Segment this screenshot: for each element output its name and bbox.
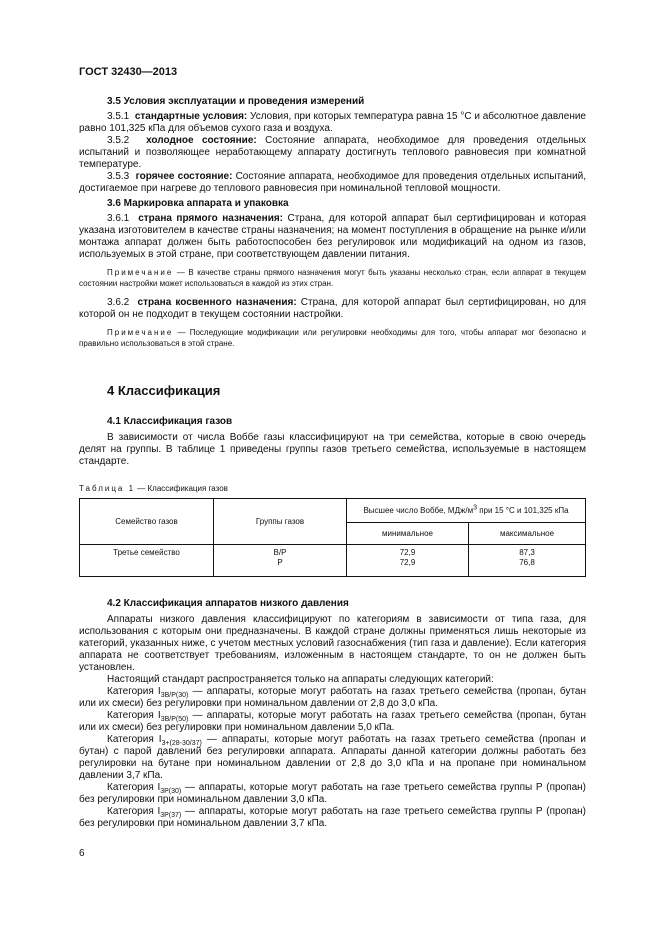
note-text: — В качестве страны прямого назначения могут быть указаны несколько стран, если аппарат в текущем состоянии настройки может использоваться в каждой из этих стран. (79, 268, 586, 288)
section-3-5-3-6 (79, 96, 586, 349)
section-4-title: 4 Классификация (107, 383, 221, 398)
category-word: Категория I (107, 686, 161, 697)
section-4-2-title: 4.2 Классификация аппаратов низкого давления (107, 598, 349, 609)
item-3-5-3 (79, 171, 586, 195)
table-1-caption (79, 484, 228, 493)
group-row-1: В/Р (273, 548, 287, 557)
section-4-2-para-1: Аппараты низкого давления классифицируют по категориям в зависимости от типа газа, для использования с которым они предназначены. В каждой стране должны применяться лишь некоторые из категорий, указанных ниже, с учетом местных условий газоснабжения (тип газа и давление). Если категория аппарата не соответствует требованиям, изложенным в настоящем стандарте, то он не должен быть установлен. (79, 614, 586, 673)
page-number: 6 (79, 848, 85, 859)
note-1 (79, 267, 586, 289)
header-groups: Группы газов (214, 499, 347, 545)
caption-label: Таблица 1 (79, 484, 136, 493)
category-code: 3В/Р(30) (160, 692, 189, 699)
definition: Условия, при которых температура равна 15 °С и абсолютное давление равно 101,325 кПа для объемов сухого газа и воздуха. (79, 111, 586, 134)
category-code: 3Р(37) (160, 812, 182, 819)
note-2 (79, 327, 586, 349)
term: страна косвенного назначения: (137, 297, 297, 308)
category-text: — аппараты, которые могут работать на газе третьего семейства группы Р (пропан) без регулировки при номинальном давлении 3,0 кПа. (79, 782, 586, 805)
section-4-1-text: В зависимости от числа Воббе газы классифицируют на три семейства, которые в свою очередь делят на группы. В таблице 1 приведены группы газов третьего семейства, используемые в настоящем стандарте. (79, 432, 586, 467)
item-number: 3.5.2 (107, 135, 130, 146)
category-2 (79, 710, 586, 734)
item-number: 3.6.2 (107, 297, 130, 308)
term: страна прямого назначения: (138, 213, 284, 224)
category-text: — аппараты, которые могут работать на газах третьего семейства (пропан, бутан или их смеси) без регулировки при номинальном давлении от 2,8 до 3,0 кПа. (79, 686, 586, 709)
cell-max (469, 545, 586, 577)
wobbe-unit-sup: 3 (473, 504, 477, 512)
category-code: 3+(28-30/37) (161, 740, 202, 747)
item-number: 3.5.3 (107, 171, 130, 182)
max-row-2: 76,8 (519, 558, 535, 567)
min-row-2: 72,9 (399, 558, 416, 567)
category-4 (79, 782, 586, 806)
max-row-1: 87,3 (519, 548, 535, 557)
item-number: 3.5.1 (107, 111, 130, 122)
header-family: Семейство газов (80, 499, 214, 545)
note-label: Примечание (107, 328, 174, 337)
section-3-5-title: 3.5 Условия эксплуатации и проведения измерений (107, 96, 365, 107)
definition: Состояние аппарата, необходимое для проведения отдельных испытаний, достигаемое при нагреве до теплового равновесия при номинальной тепловой мощности. (79, 171, 587, 194)
header-max: максимальное (469, 523, 586, 545)
definition: Страна, для которой аппарат был сертифицирован и которая указана изготовителем в качестве страны назначения; на момент поступления в обращение на рынке и/или монтажа аппарат должен быть работоспособен без регулировок или модификаций на одном из газов, используемых в этой стране, при соответствующем давлении питания. (79, 213, 586, 260)
category-1 (79, 686, 586, 710)
term: стандартные условия: (134, 111, 248, 122)
table-1 (79, 498, 586, 577)
category-word: Категория I (107, 782, 161, 793)
section-4-1-title: 4.1 Классификация газов (107, 416, 233, 427)
category-text: — аппараты, которые могут работать на газах третьего семейства (пропан и бутан) с парой давлений без регулировки аппарата. Аппараты данной категории должны работать без регулировки на бутане при номинальном давлении от 2,8 до 3,0 кПа и на пропане при номинальном давлении 3,7 кПа. (79, 734, 586, 781)
header-min: минимальное (347, 523, 469, 545)
category-word: Категория I (107, 806, 161, 817)
cell-groups (214, 545, 347, 577)
cell-min (347, 545, 469, 577)
group-row-2: Р (277, 558, 283, 567)
category-word: Категория I (107, 710, 161, 721)
item-3-6-1 (79, 213, 586, 261)
category-word: Категория I (107, 734, 162, 745)
min-row-1: 72,9 (399, 548, 416, 557)
category-5 (79, 806, 586, 830)
note-label: Примечание (107, 268, 174, 277)
item-3-5-2 (79, 135, 586, 171)
caption-text: — Классификация газов (135, 484, 228, 493)
section-3-6-title: 3.6 Маркировка аппарата и упаковка (107, 198, 289, 209)
document-header: ГОСТ 32430—2013 (79, 66, 178, 78)
section-4-2 (79, 598, 586, 830)
section-4-1 (79, 416, 586, 468)
category-code: 3В/Р(50) (160, 716, 189, 723)
category-text: — аппараты, которые могут работать на газах третьего семейства (пропан, бутан или их смеси) без регулировки при номинальном давлении 5,0 кПа. (79, 710, 586, 733)
category-3 (79, 734, 586, 782)
wobbe-label: Высшее число Воббе, МДж/м (363, 506, 474, 515)
term: холодное состояние: (146, 135, 257, 146)
definition: Состояние аппарата, необходимое для проведения отдельных испытаний и позволяющее неработающему аппарату достигнуть теплового равновесия при комнатной температуре. (79, 135, 586, 170)
section-4-2-para-2: Настоящий стандарт распространяется только на аппараты следующих категорий: (107, 674, 494, 685)
term: горячее состояние: (135, 171, 233, 182)
header-wobbe (347, 499, 586, 523)
cell-family: Третье семейство (80, 545, 214, 577)
wobbe-conditions: при 15 °С и 101,325 кПа (476, 506, 569, 515)
definition: Страна, для которой аппарат был сертифицирован, но для которой он не подходит в текущем состоянии настройки. (79, 297, 586, 320)
category-code: 3Р(30) (160, 788, 182, 795)
item-number: 3.6.1 (107, 213, 130, 224)
note-text: — Последующие модификации или регулировки необходимы для того, чтобы аппарат мог безопасно и правильно использоваться в этой стране. (79, 328, 586, 348)
category-text: — аппараты, которые могут работать на газе третьего семейства группы Р (пропан) без регулировки при номинальном давлении 3,7 кПа. (79, 806, 586, 829)
item-3-6-2 (79, 297, 586, 321)
item-3-5-1 (79, 111, 586, 135)
